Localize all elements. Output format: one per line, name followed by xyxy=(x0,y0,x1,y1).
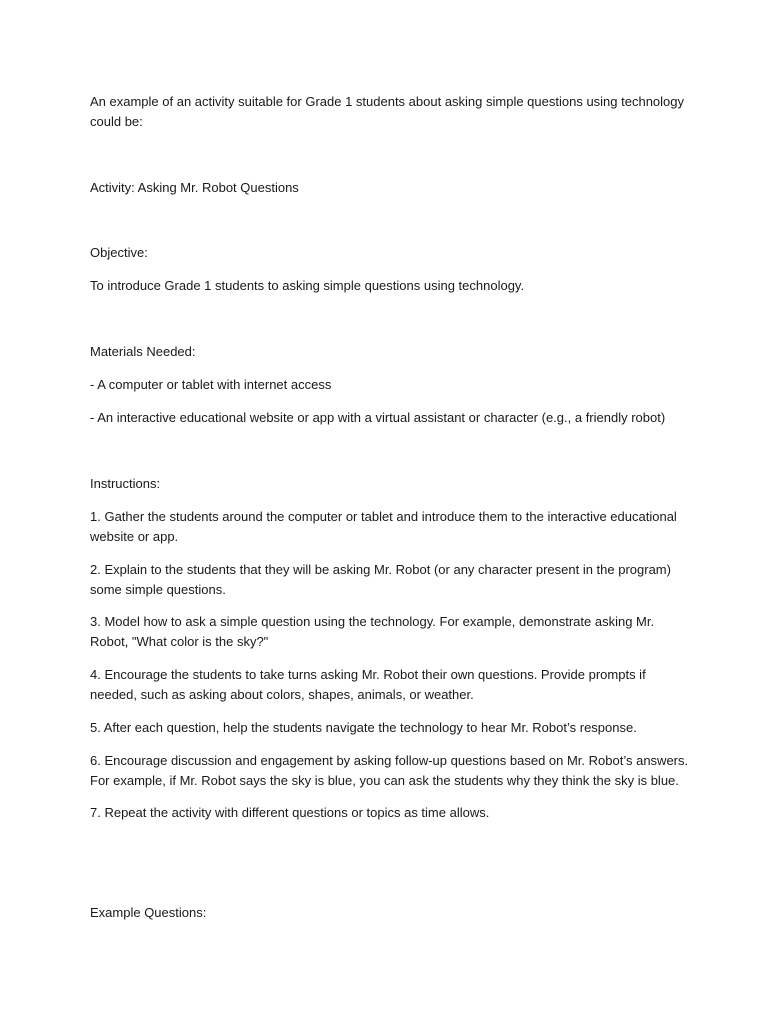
examples-heading: Example Questions: xyxy=(90,905,207,920)
instruction-item: 6. Encourage discussion and engagement by asking follow-up questions based on Mr. Robot’s answers. For example, if Mr. Robot says the sky is blue, you can ask the students why they think the sky is blue. xyxy=(90,753,689,788)
materials-item: - An interactive educational website or app with a virtual assistant or character (e.g., a friendly robot) xyxy=(90,410,666,425)
instruction-item: 7. Repeat the activity with different questions or topics as time allows. xyxy=(90,805,490,820)
objective-heading: Objective: xyxy=(90,245,148,260)
instruction-item: 4. Encourage the students to take turns asking Mr. Robot their own questions. Provide prompts if needed, such as asking about colors, shapes, animals, or weather. xyxy=(90,667,646,702)
instructions-heading: Instructions: xyxy=(90,476,161,491)
activity-title: Activity: Asking Mr. Robot Questions xyxy=(90,180,299,195)
intro-paragraph: An example of an activity suitable for Grade 1 students about asking simple questions using technology could be: xyxy=(90,94,685,129)
instruction-item: 5. After each question, help the students navigate the technology to hear Mr. Robot’s response. xyxy=(90,720,637,735)
instruction-item: 3. Model how to ask a simple question using the technology. For example, demonstrate asking Mr. Robot, "What color is the sky?" xyxy=(90,614,655,649)
materials-item: - A computer or tablet with internet access xyxy=(90,377,332,392)
materials-heading: Materials Needed: xyxy=(90,344,196,359)
objective-text: To introduce Grade 1 students to asking simple questions using technology. xyxy=(90,278,525,293)
instruction-item: 1. Gather the students around the computer or tablet and introduce them to the interactive educational website or app. xyxy=(90,509,677,544)
instruction-item: 2. Explain to the students that they will be asking Mr. Robot (or any character present in the program) some simple questions. xyxy=(90,562,671,597)
